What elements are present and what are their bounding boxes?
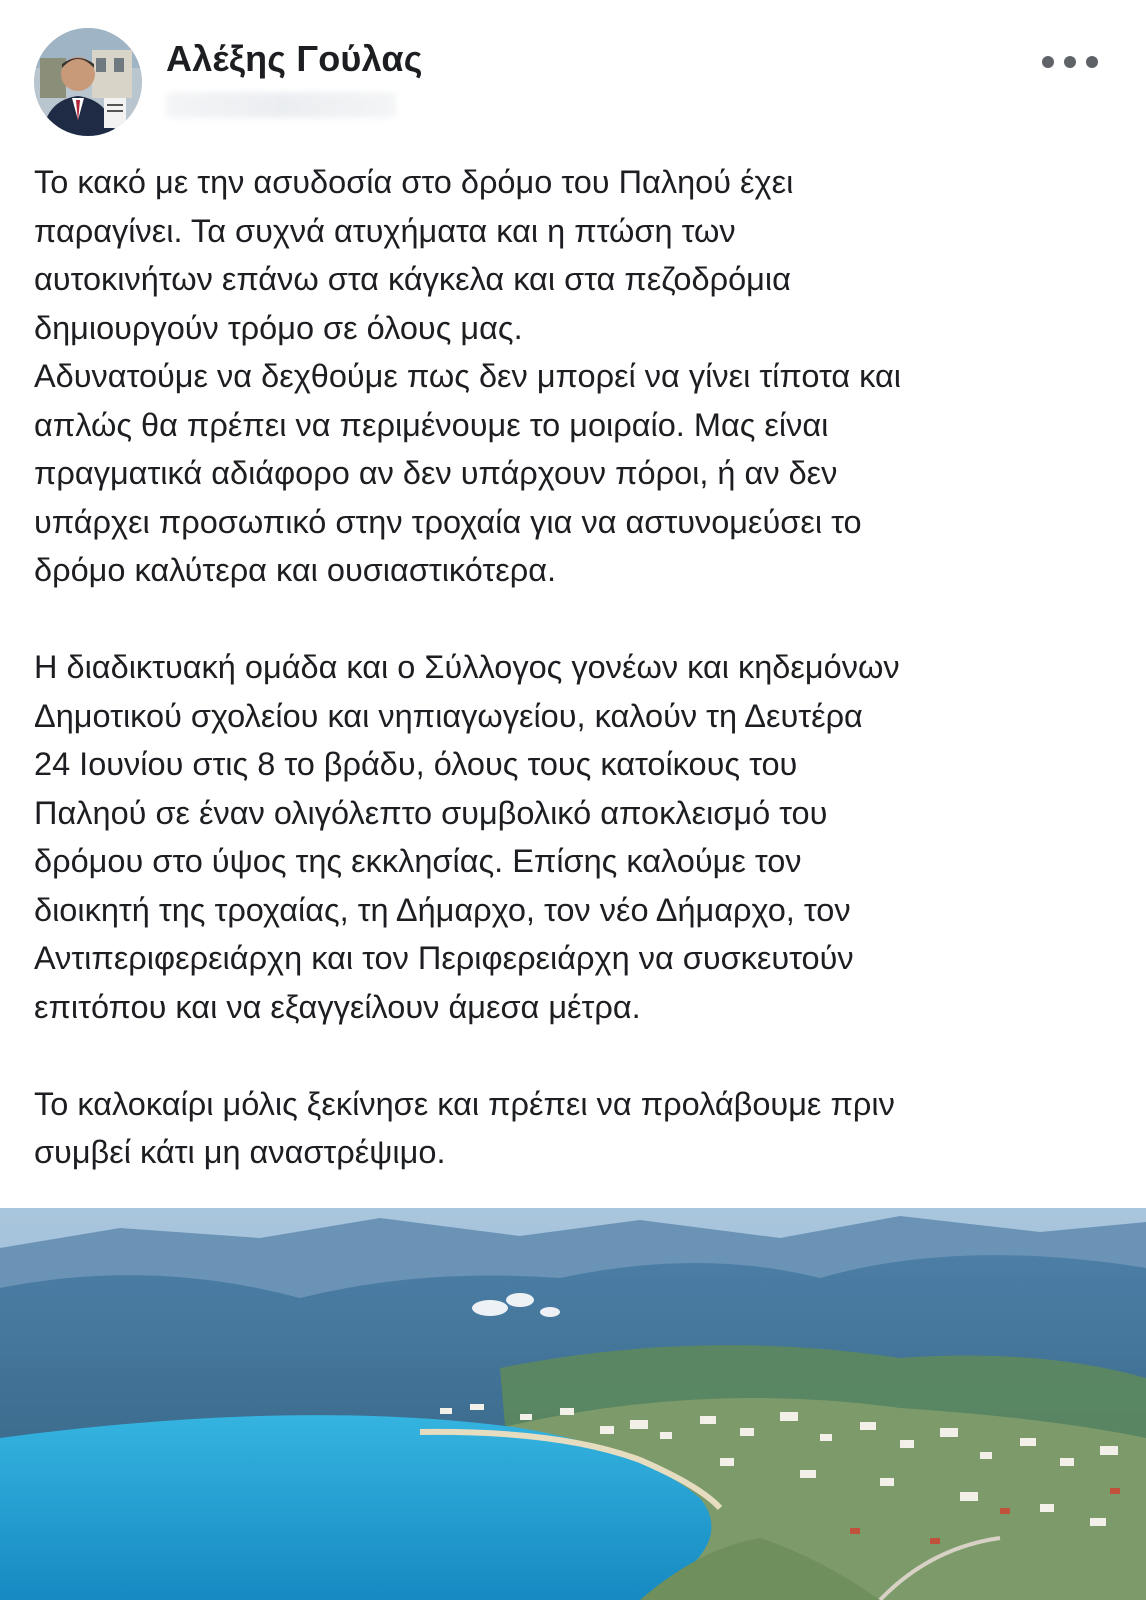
more-dots-icon bbox=[1042, 56, 1054, 68]
avatar[interactable] bbox=[34, 28, 142, 136]
text-line: επιτόπου και να εξαγγείλουν άμεσα μέτρα. bbox=[34, 988, 641, 1025]
more-options-button[interactable] bbox=[1040, 44, 1100, 80]
avatar-image bbox=[34, 28, 142, 136]
more-dots-icon bbox=[1086, 56, 1098, 68]
text-line: υπάρχει προσωπικό στην τροχαία για να αστυνομεύσει το bbox=[34, 503, 862, 540]
post-paragraph bbox=[34, 1080, 1124, 1177]
text-line: Αντιπεριφερειάρχη και τον Περιφερειάρχη να συσκευτούν bbox=[34, 940, 854, 976]
text-line: διοικητή της τροχαίας, τη Δήμαρχο, τον νέο Δήμαρχο, τον bbox=[34, 891, 851, 928]
text-line: Το κακό με την ασυδοσία στο δρόμο του Παληού έχει bbox=[34, 164, 794, 200]
text-line: αυτοκινήτων επάνω στα κάγκελα και στα πεζοδρόμια bbox=[34, 261, 791, 297]
text-line: Το καλοκαίρι μόλις ξεκίνησε και πρέπει να προλάβουμε πριν bbox=[34, 1085, 895, 1122]
text-line: δρόμο καλύτερα και ουσιαστικότερα. bbox=[34, 552, 557, 588]
text-line: παραγίνει. Τα συχνά ατυχήματα και η πτώση των bbox=[34, 212, 736, 249]
text-line: Αδυνατούμε να δεχθούμε πως δεν μπορεί να γίνει τίποτα και bbox=[34, 358, 902, 394]
post-paragraph bbox=[34, 158, 1124, 352]
timestamp-blurred bbox=[166, 92, 396, 118]
text-line: δημιουργούν τρόμο σε όλους μας. bbox=[34, 309, 523, 346]
text-line: απλώς θα πρέπει να περιμένουμε το μοιραίο. Μας είναι bbox=[34, 406, 829, 443]
author-name[interactable]: Αλέξης Γούλας bbox=[166, 38, 423, 79]
post-header bbox=[0, 0, 1146, 140]
post-paragraph bbox=[34, 352, 1124, 595]
post-photo[interactable] bbox=[0, 1208, 1146, 1600]
post-paragraph bbox=[34, 643, 1124, 1031]
more-dots-icon bbox=[1064, 56, 1076, 68]
text-line: πραγματικά αδιάφορο αν δεν υπάρχουν πόροι, ή αν δεν bbox=[34, 455, 838, 491]
text-line: Δημοτικού σχολείου και νηπιαγωγείου, καλούν τη Δευτέρα bbox=[34, 697, 863, 734]
text-line: 24 Ιουνίου στις 8 το βράδυ, όλους τους κατοίκους του bbox=[34, 746, 798, 782]
post-text bbox=[34, 158, 1124, 1177]
text-line: Η διαδικτυακή ομάδα και ο Σύλλογος γονέων και κηδεμόνων bbox=[34, 649, 900, 685]
text-line: Παληού σε έναν ολιγόλεπτο συμβολικό αποκλεισμό του bbox=[34, 794, 828, 831]
text-line: συμβεί κάτι μη αναστρέψιμο. bbox=[34, 1134, 446, 1170]
text-line: δρόμου στο ύψος της εκκλησίας. Επίσης καλούμε τον bbox=[34, 843, 802, 879]
